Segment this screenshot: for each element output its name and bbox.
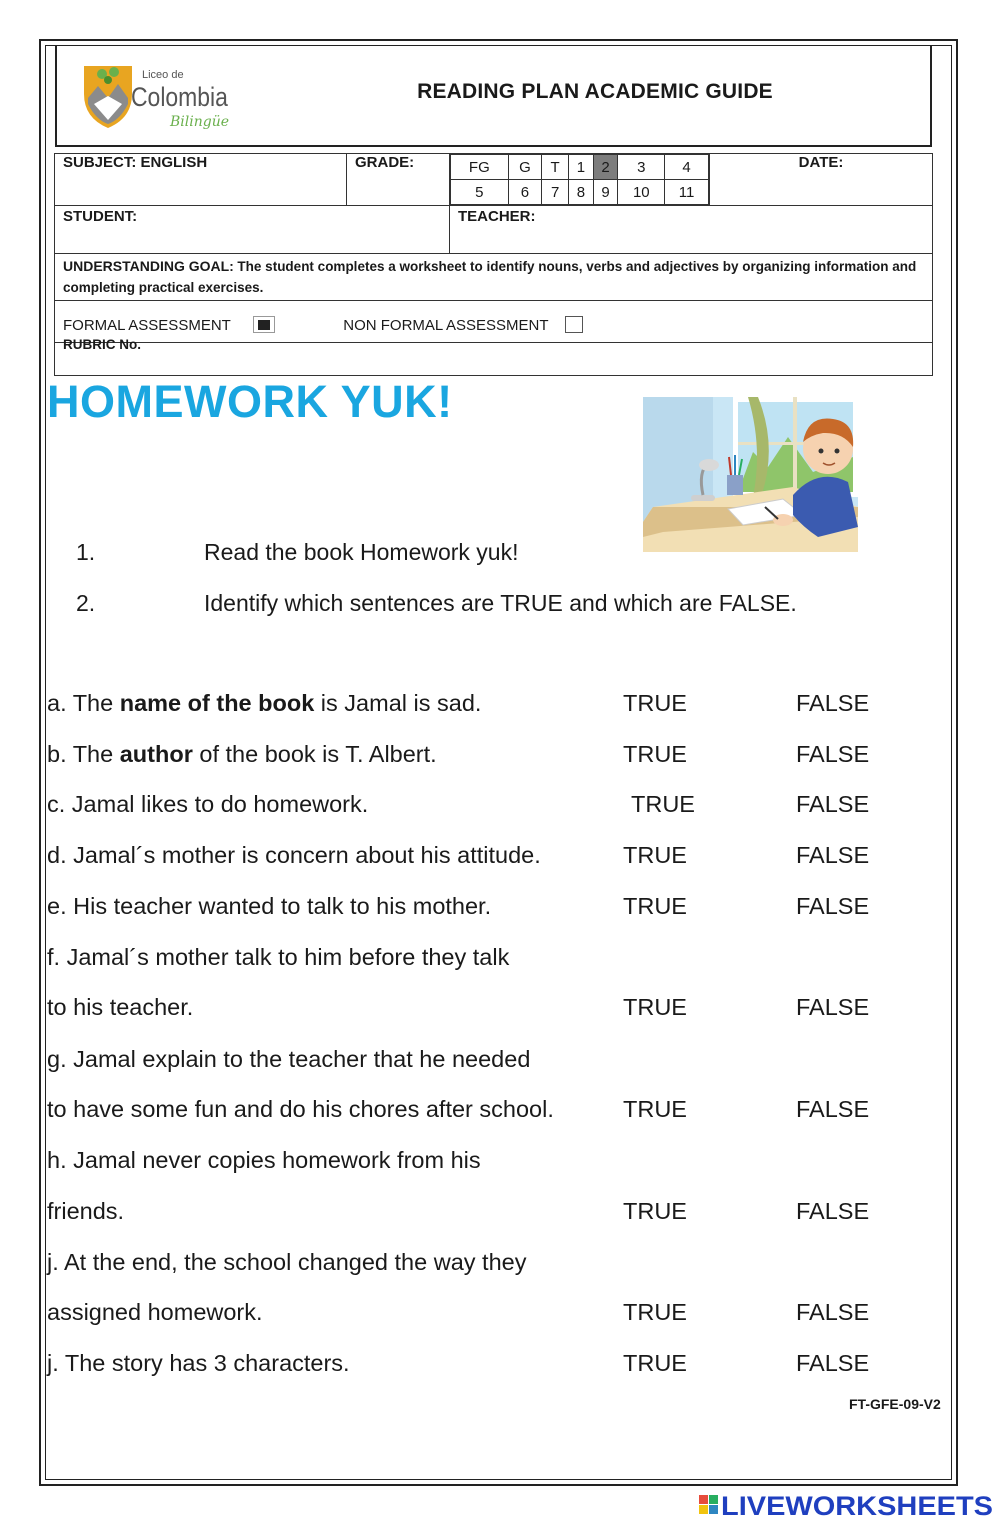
true-option[interactable]: TRUE: [623, 690, 687, 716]
understanding-goal: [55, 254, 933, 301]
question-g-line1: g. Jamal explain to the teacher that he needed: [47, 1046, 531, 1072]
logo-line3: Bilingüe: [170, 114, 230, 130]
date-label: DATE:: [710, 154, 933, 206]
instruction-1-number: 1.: [76, 539, 96, 565]
false-option[interactable]: FALSE: [796, 1096, 870, 1122]
false-option[interactable]: FALSE: [796, 1299, 870, 1325]
question-k: j. The story has 3 characters.: [47, 1350, 350, 1376]
question-b-post: of the book is T. Albert.: [192, 741, 437, 767]
question-e: e. His teacher wanted to talk to his mother.: [47, 893, 492, 919]
grade-cell: 7: [542, 180, 569, 205]
brand-square-icon: [709, 1495, 718, 1504]
question-h-line1: h. Jamal never copies homework from his: [47, 1147, 481, 1173]
liveworksheets-brand: [697, 1488, 997, 1522]
grade-cell: T: [542, 155, 569, 180]
school-crest-logo: [80, 60, 250, 132]
true-option[interactable]: TRUE: [623, 994, 687, 1020]
grade-cell: 3: [618, 155, 665, 180]
grade-cell: 8: [569, 180, 594, 205]
false-option[interactable]: FALSE: [796, 741, 870, 767]
non-formal-assessment-label: NON FORMAL ASSESSMENT: [343, 316, 549, 334]
logo-line2: Colombia: [131, 82, 228, 113]
true-option[interactable]: TRUE: [623, 1096, 687, 1122]
grade-cell: 5: [451, 180, 509, 205]
rubric-cell: [54, 330, 933, 376]
grade-cell: 1: [569, 155, 594, 180]
boy-doing-homework-illustration: [643, 397, 858, 552]
brand-text: LIVEWORKSHEETS: [721, 1491, 993, 1521]
grade-cell: G: [508, 155, 541, 180]
instruction-2-text: Identify which sentences are TRUE and which are FALSE.: [204, 590, 797, 616]
instruction-1-text: Read the book Homework yuk!: [204, 539, 519, 565]
guide-title: READING PLAN ACADEMIC GUIDE: [417, 80, 773, 103]
question-h-line2: friends.: [47, 1198, 125, 1224]
question-b-bold: author: [119, 741, 193, 767]
question-f-line2: to his teacher.: [47, 994, 194, 1020]
worksheet-title: HOMEWORK YUK!: [47, 376, 453, 427]
false-option[interactable]: FALSE: [796, 994, 870, 1020]
student-label: STUDENT:: [55, 206, 450, 254]
grade-cell: 4: [665, 155, 709, 180]
grade-label: GRADE:: [347, 154, 450, 206]
false-option[interactable]: FALSE: [796, 1198, 870, 1224]
rubric-label: RUBRIC No.: [63, 337, 141, 352]
teacher-label: TEACHER:: [450, 206, 933, 254]
true-option[interactable]: TRUE: [623, 1350, 687, 1376]
false-option[interactable]: FALSE: [796, 791, 870, 817]
true-option[interactable]: TRUE: [631, 791, 695, 817]
grade-cell: 10: [618, 180, 665, 205]
info-table: [54, 153, 933, 343]
question-j-line1: j. At the end, the school changed the way they: [47, 1249, 527, 1275]
question-a-pre: a. The: [47, 690, 120, 716]
question-a-bold: name of the book: [119, 690, 315, 716]
grade-cell: 9: [593, 180, 618, 205]
question-b: [47, 741, 437, 768]
false-option[interactable]: FALSE: [796, 893, 870, 919]
true-option[interactable]: TRUE: [623, 741, 687, 767]
false-option[interactable]: FALSE: [796, 842, 870, 868]
false-option[interactable]: FALSE: [796, 690, 870, 716]
false-option[interactable]: FALSE: [796, 1350, 870, 1376]
grade-cell-selected: 2: [593, 155, 618, 180]
logo-line1: Liceo de: [142, 69, 184, 81]
brand-square-icon: [699, 1495, 708, 1504]
instruction-2-number: 2.: [76, 590, 96, 616]
true-option[interactable]: TRUE: [623, 893, 687, 919]
grade-cell: FG: [451, 155, 509, 180]
true-option[interactable]: TRUE: [623, 1198, 687, 1224]
question-a: [47, 690, 481, 717]
brand-square-icon: [699, 1505, 708, 1514]
true-option[interactable]: TRUE: [623, 1299, 687, 1325]
form-code: FT-GFE-09-V2: [849, 1396, 941, 1412]
question-c: c. Jamal likes to do homework.: [47, 791, 369, 817]
true-option[interactable]: TRUE: [623, 842, 687, 868]
grade-cells: [450, 154, 710, 206]
goal-text: : The student completes a worksheet to identify nouns, verbs and adjectives by organizing information and completing practical exercises.: [63, 259, 917, 295]
question-j-line2: assigned homework.: [47, 1299, 263, 1325]
grade-cell: 11: [665, 180, 709, 205]
formal-assessment-label: FORMAL ASSESSMENT: [63, 316, 231, 334]
question-f-line1: f. Jamal´s mother talk to him before they talk: [47, 944, 510, 970]
goal-label: UNDERSTANDING GOAL: [63, 258, 230, 274]
question-a-post: is Jamal is sad.: [314, 690, 482, 716]
question-g-line2: to have some fun and do his chores after school.: [47, 1096, 554, 1122]
grade-cell: 6: [508, 180, 541, 205]
subject-label: SUBJECT: ENGLISH: [55, 154, 347, 206]
brand-square-icon: [709, 1505, 718, 1514]
question-b-pre: b. The: [47, 741, 120, 767]
question-d: d. Jamal´s mother is concern about his attitude.: [47, 842, 541, 868]
